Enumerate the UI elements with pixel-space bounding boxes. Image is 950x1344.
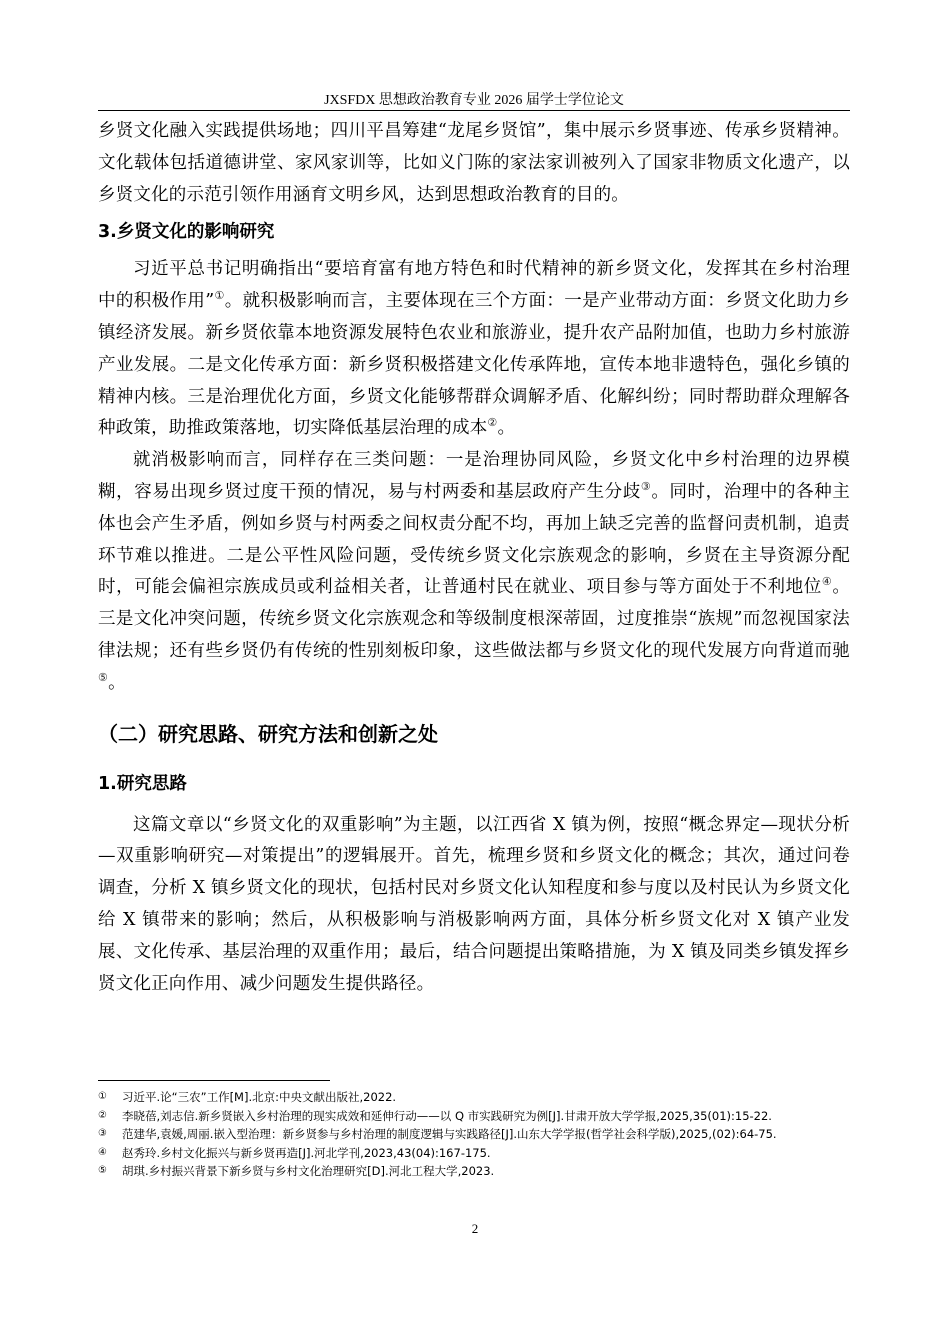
footnote-ref-5[interactable]: ⑤ — [98, 670, 109, 684]
subheading-influence-research: 3.乡贤文化的影响研究 — [98, 222, 275, 243]
section-heading: （二）研究思路、研究方法和创新之处 — [98, 721, 438, 746]
footnote-item — [98, 1107, 850, 1126]
footnote-ref-1[interactable]: ① — [214, 289, 225, 303]
page-number: 2 — [471, 1221, 479, 1236]
footnote-item — [98, 1144, 850, 1163]
footnote-ref-2[interactable]: ② — [487, 416, 498, 430]
footnote-item — [98, 1125, 850, 1144]
footnotes — [98, 1088, 850, 1181]
paragraph-positive-influence — [98, 254, 850, 445]
footnote-item — [98, 1162, 850, 1181]
paragraph-text: 。就积极影响而言，主要体现在三个方面：一是产业带动方面：乡贤文化助力乡镇经济发展。新乡贤依靠本地资源发展特色农业和旅游业，提升农产品附加值，也助力乡村旅游产业发展。二是文化传承方面：新乡贤积极搭建文化传承阵地，宣传本地非遗特色，强化乡镇的精神内核。三是治理优化方面，乡贤文化能够帮群众调解矛盾、化解纠纷；同时帮助群众理解各种政策，助推政策落地，切实降低基层治理的成本 — [98, 291, 850, 439]
footnote-marker: ① — [98, 1091, 107, 1102]
paragraph-text: 。三是文化冲突问题，传统乡贤文化宗族观念和等级制度根深蒂固，过度推崇“族规”而忽视国家法律法规；还有些乡贤仍有传统的性别刻板印象，这些做法都与乡贤文化的现代发展方向背道而驰 — [98, 577, 851, 661]
footnote-text: 赵秀玲.乡村文化振兴与新乡贤再造[J].河北学刊,2023,43(04):167-175. — [122, 1145, 491, 1160]
paragraph-text: 。同时，治理中的各种主体也会产生矛盾，例如乡贤与村两委之间权责分配不均，再加上缺乏完善的监督问责机制，追责环节难以推进。二是公平性风险问题，受传统乡贤文化宗族观念的影响，乡贤在主导资源分配时，可能会偏袒宗族成员或利益相关者，让普通村民在就业、项目参与等方面处于不利地位 — [98, 481, 851, 598]
paragraph-negative-influence — [98, 445, 850, 699]
footnote-marker: ⑤ — [98, 1165, 107, 1176]
subheading-research-approach: 1.研究思路 — [98, 773, 187, 794]
paragraph-text: 。 — [108, 672, 126, 693]
footnote-divider — [98, 1080, 330, 1081]
page-header: JXSFDX 思想政治教育专业 2026 届学士学位论文 — [324, 93, 624, 108]
footnote-text: 胡琪.乡村振兴背景下新乡贤与乡村文化治理研究[D].河北工程大学,2023. — [122, 1164, 495, 1178]
header-divider — [98, 110, 850, 111]
footnote-marker: ③ — [98, 1128, 107, 1139]
paragraph-text: 。 — [497, 418, 516, 439]
footnote-marker: ② — [98, 1109, 107, 1121]
paragraph-text: 就消极影响而言，同样存在三类问题：一是治理协同风险，乡贤文化中乡村治理的边界模糊，容易出现乡贤过度干预的情况，易与村两委和基层政府产生分歧 — [98, 450, 850, 502]
footnote-text: 李晓蓓,刘志信.新乡贤嵌入乡村治理的现实成效和延伸行动——以 Q 市实践研究为例[J].甘肃开放大学学报,2025,35(01):15-22. — [122, 1108, 772, 1123]
main-content — [98, 116, 850, 1000]
footnote-text: 范建华,袁媛,周丽.嵌入型治理：新乡贤参与乡村治理的制度逻辑与实践路径[J].山东大学学报(哲学社会科学版),2025,(02):64-75. — [122, 1127, 777, 1141]
footnote-item — [98, 1088, 850, 1107]
footnote-text: 习近平.论“三农”工作[M].北京:中央文献出版社,2022. — [122, 1090, 397, 1104]
paragraph-research-approach: 这篇文章以“乡贤文化的双重影响”为主题，以江西省 X 镇为例，按照“概念界定—现状分析—双重影响研究—对策提出”的逻辑展开。首先，梳理乡贤和乡贤文化的概念；其次，通过问卷调查，分析 X 镇乡贤文化的现状，包括村民对乡贤文化认知程度和参与度以及村民认为乡贤文化给 X 镇带来的影响；然后，从积极影响与消极影响两方面，具体分析乡贤文化对 X 镇产业发展、文化传承、基层治理的双重作用；最后，结合问题提出策略措施，为 X 镇及同类乡镇发挥乡贤文化正向作用、减少问题发生提供路径。 — [98, 814, 850, 994]
paragraph-continuation: 乡贤文化融入实践提供场地；四川平昌筹建“龙尾乡贤馆”，集中展示乡贤事迹、传承乡贤精神。文化载体包括道德讲堂、家风家训等，比如义门陈的家法家训被列入了国家非物质文化遗产，以乡贤文化的示范引领作用涵育文明乡风，达到思想政治教育的目的。 — [98, 121, 850, 205]
footnote-ref-4[interactable]: ④ — [821, 575, 833, 589]
footnote-ref-3[interactable]: ③ — [640, 480, 652, 494]
paragraph-text: 习近平总书记明确指出“要培育富有地方特色和时代精神的新乡贤文化，发挥其在乡村治理中的积极作用” — [98, 259, 850, 312]
footnote-marker: ④ — [98, 1146, 107, 1158]
